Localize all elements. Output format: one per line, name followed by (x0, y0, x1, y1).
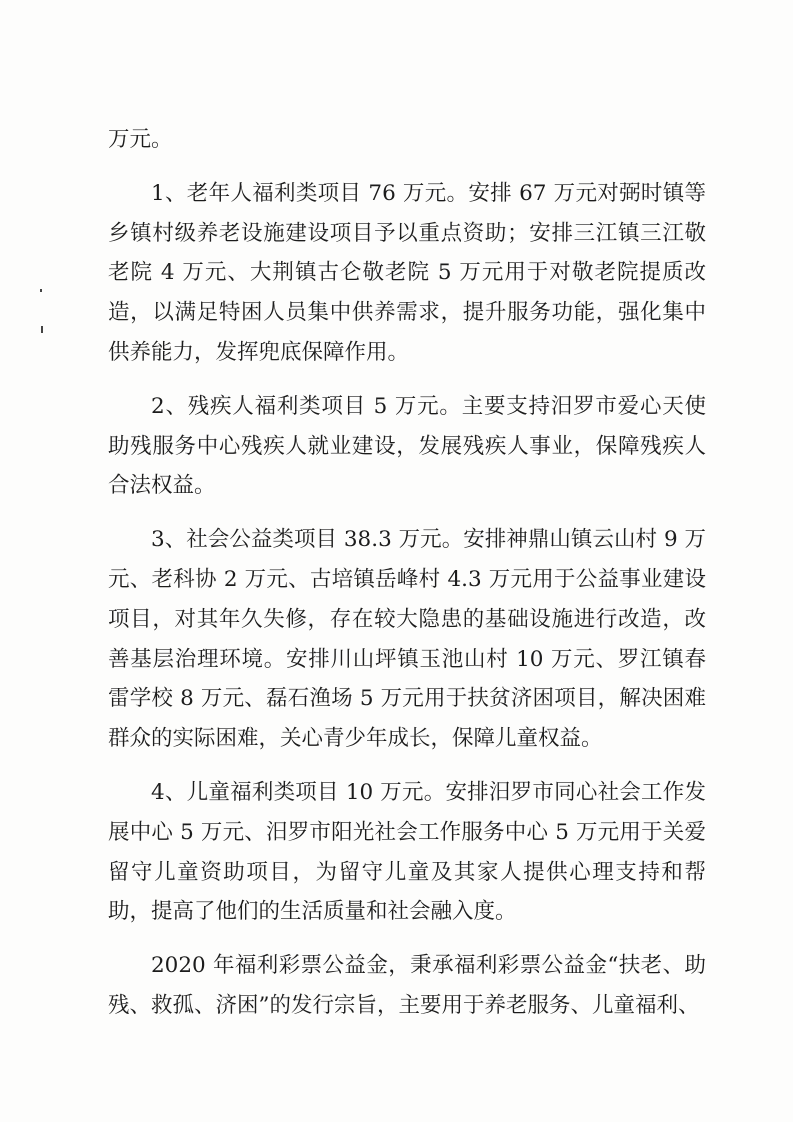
paragraph-continuation: 万元。 (108, 127, 173, 152)
document-body (108, 120, 706, 1026)
paragraph-disability-welfare: 2、残疾人福利类项目 5 万元。主要支持汨罗市爱心天使助残服务中心残疾人就业建设，发展残疾人事业，保障残疾人合法权益。 (108, 393, 706, 499)
paragraph-child-welfare: 4、儿童福利类项目 10 万元。安排汨罗市同心社会工作发展中心 5 万元、汨罗市阳光社会工作服务中心 5 万元用于关爱留守儿童资助项目，为留守儿童及其家人提供心理支持和帮助，提高了他们的生活质量和社会融入度。 (108, 779, 706, 925)
paragraph-public-welfare: 3、社会公益类项目 38.3 万元。安排神鼎山镇云山村 9 万元、老科协 2 万元、古培镇岳峰村 4.3 万元用于公益事业建设项目，对其年久失修，存在较大隐患的基础设施进行改造，改善基层治理环境。安排川山坪镇玉池山村 10 万元、罗江镇春雷学校 8 万元、磊石渔场 5 万元用于扶贫济困项目，解决困难群众的实际困难，关心青少年成长，保障儿童权益。 (108, 527, 706, 752)
scan-speck (40, 289, 42, 292)
paragraph-elderly-welfare: 1、老年人福利类项目 76 万元。安排 67 万元对弼时镇等乡镇村级养老设施建设项目予以重点资助；安排三江镇三江敬老院 4 万元、大荆镇古仑敬老院 5 万元用于对敬老院提质改造，以满足特困人员集中供养需求，提升服务功能，强化集中供养能力，发挥兜底保障作用。 (108, 180, 706, 365)
scan-speck (41, 326, 43, 333)
paragraph-2020-lottery-fund: 2020 年福利彩票公益金，秉承福利彩票公益金“扶老、助残、救孤、济困”的发行宗旨，主要用于养老服务、儿童福利、 (108, 953, 706, 1018)
